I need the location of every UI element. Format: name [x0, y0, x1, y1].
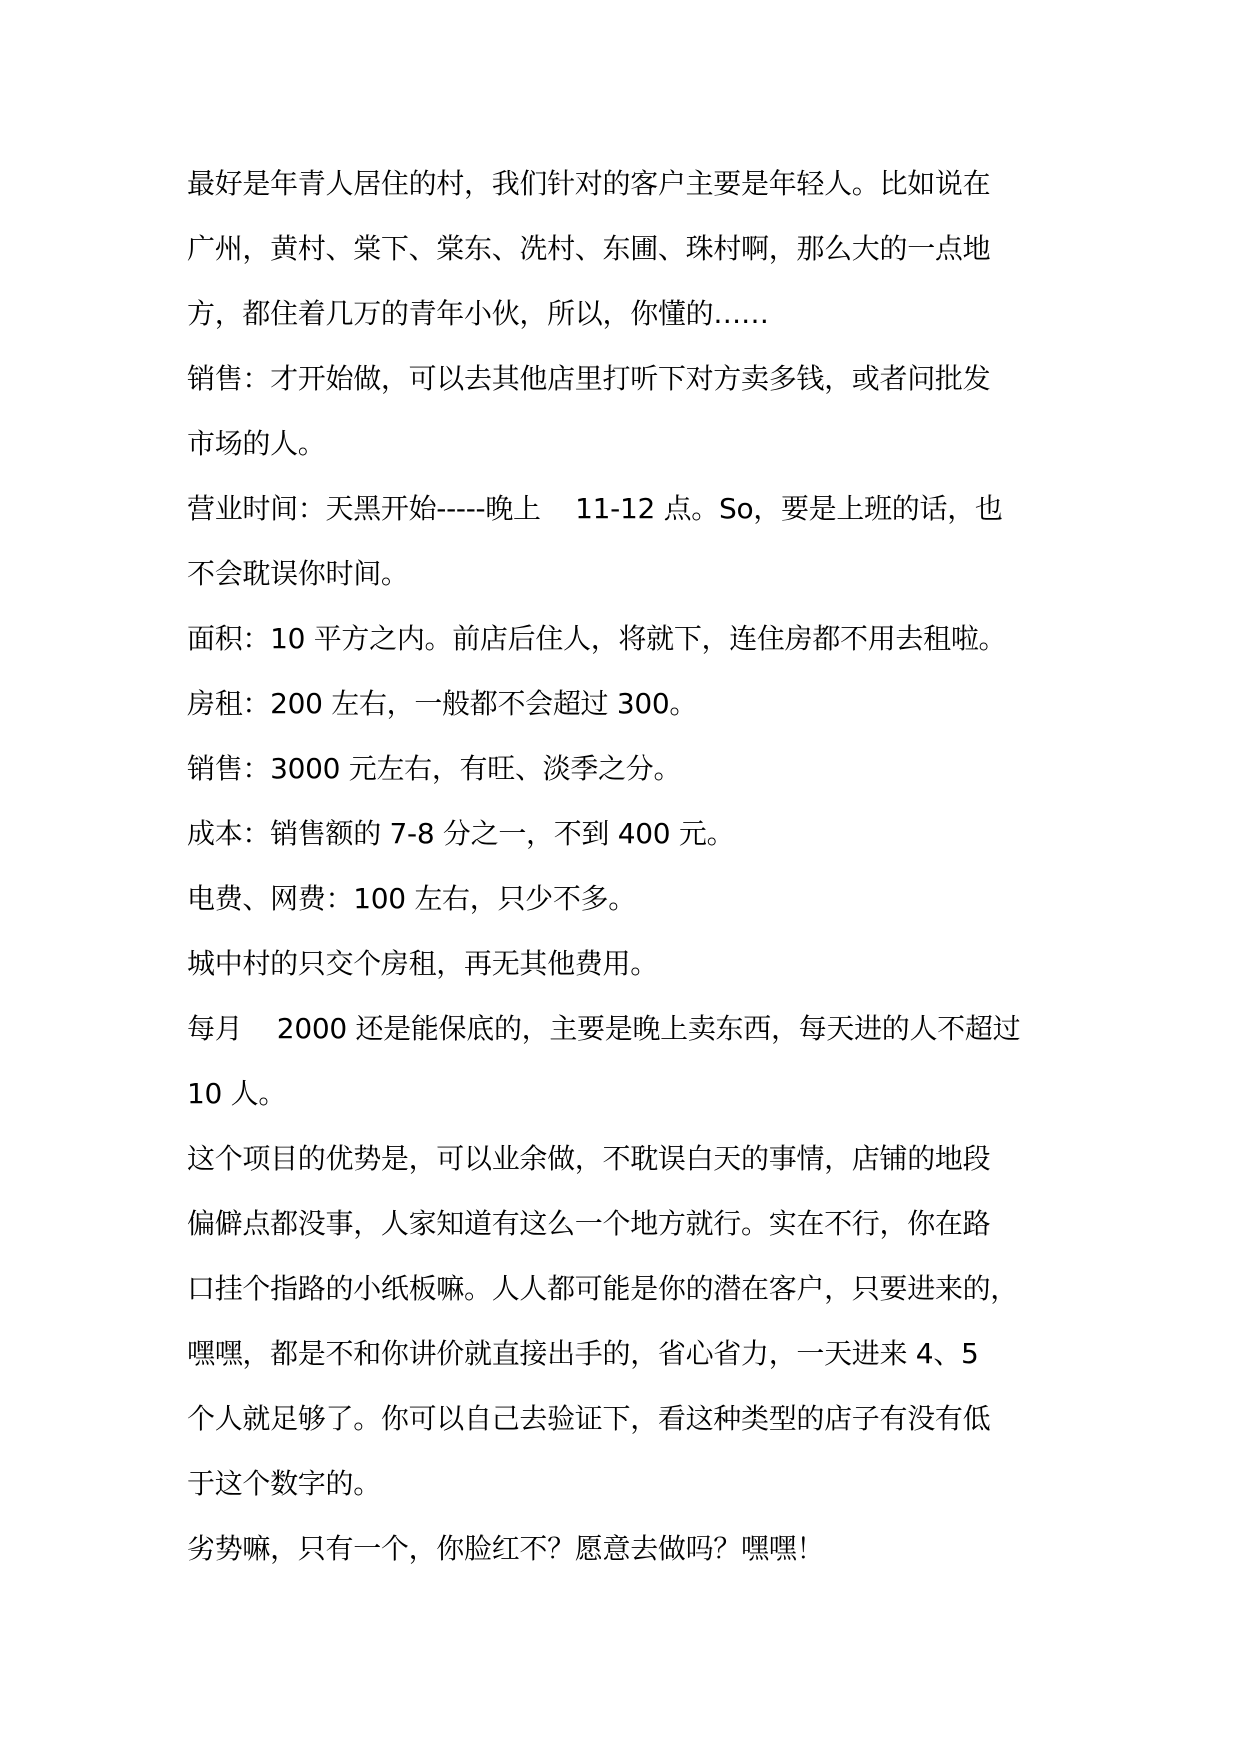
text-line: 10 人。 — [187, 1077, 287, 1110]
text-line: 每月 2000 还是能保底的，主要是晚上卖东西，每天进的人不超过 — [187, 1012, 1021, 1045]
text-line: 面积：10 平方之内。前店后住人，将就下，连住房都不用去租啦。 — [187, 622, 1007, 655]
text-line: 城中村的只交个房租，再无其他费用。 — [187, 947, 658, 980]
text-line: 营业时间：天黑开始-----晚上 11-12 点。So，要是上班的话，也 — [187, 492, 1003, 525]
text-line: 销售：才开始做，可以去其他店里打听下对方卖多钱，或者问批发 — [187, 362, 991, 395]
text-line: 房租：200 左右，一般都不会超过 300。 — [187, 687, 698, 720]
text-line: 口挂个指路的小纸板嘛。人人都可能是你的潜在客户，只要进来的， — [187, 1272, 1019, 1305]
text-line: 这个项目的优势是，可以业余做，不耽误白天的事情，店铺的地段 — [187, 1142, 991, 1175]
text-line: 广州，黄村、棠下、棠东、冼村、东圃、珠村啊，那么大的一点地 — [187, 232, 991, 265]
text-line: 最好是年青人居住的村，我们针对的客户主要是年轻人。比如说在 — [187, 167, 991, 200]
body-text — [187, 162, 1067, 1592]
text-line: 市场的人。 — [187, 427, 326, 460]
text-line: 成本：销售额的 7-8 分之一，不到 400 元。 — [187, 817, 735, 850]
text-line: 个人就足够了。你可以自己去验证下，看这种类型的店子有没有低 — [187, 1402, 991, 1435]
text-line: 电费、网费：100 左右，只少不多。 — [187, 882, 636, 915]
text-line: 于这个数字的。 — [187, 1467, 381, 1500]
text-line: 劣势嘛，只有一个，你脸红不？愿意去做吗？嘿嘿！ — [187, 1532, 825, 1565]
text-line: 嘿嘿，都是不和你讲价就直接出手的，省心省力，一天进来 4、5 — [187, 1337, 979, 1370]
text-line: 不会耽误你时间。 — [187, 557, 409, 590]
text-line: 销售：3000 元左右，有旺、淡季之分。 — [187, 752, 682, 785]
text-line: 偏僻点都没事，人家知道有这么一个地方就行。实在不行，你在路 — [187, 1207, 991, 1240]
text-line: 方，都住着几万的青年小伙，所以，你懂的…… — [187, 297, 769, 330]
